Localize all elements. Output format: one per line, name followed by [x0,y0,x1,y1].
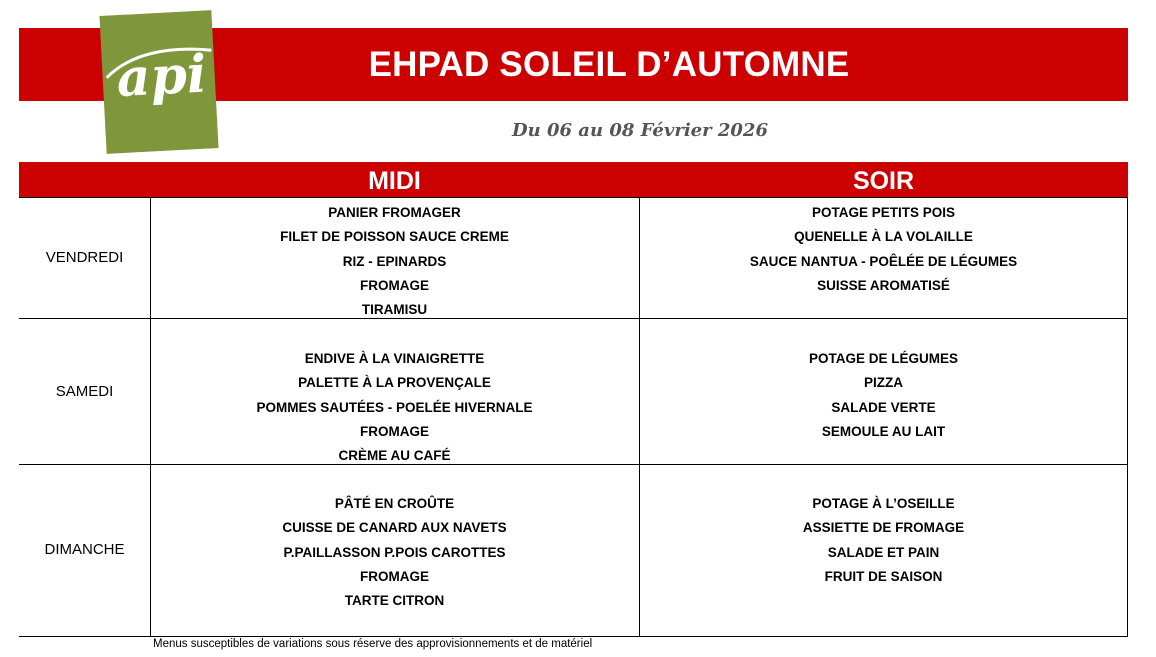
dish-item: FILET DE POISSON SAUCE CREME [280,229,509,245]
soir-cell [639,201,1128,298]
column-header-soir: SOIR [852,167,915,195]
dish-item: SALADE VERTE [831,399,936,415]
column-divider [150,197,151,637]
logo-text: api [115,43,209,110]
midi-cell [150,492,639,613]
column-divider [639,197,640,637]
dish-item: FROMAGE [360,423,429,439]
dish-item: FRUIT DE SAISON [824,568,943,584]
column-header-midi: MIDI [368,167,421,195]
soir-cell [639,492,1128,589]
day-label: DIMANCHE [44,541,125,558]
dish-item: SAUCE NANTUA - POÊLÉE DE LÉGUMES [749,253,1018,269]
midi-cell [150,347,639,468]
dish-item: FROMAGE [360,568,429,584]
dish-item: PIZZA [864,375,903,391]
day-label: VENDREDI [45,249,124,266]
dish-item: P.PAILLASSON P.POIS CAROTTES [283,544,506,560]
table-row [19,464,1128,637]
dish-item: CUISSE DE CANARD AUX NAVETS [282,520,507,536]
soir-cell [639,347,1128,444]
midi-cell [150,201,639,322]
dish-item: QUENELLE À LA VOLAILLE [794,229,973,245]
table-row [19,197,1128,319]
dish-item: CRÈME AU CAFÉ [338,448,451,464]
menu-table [19,197,1128,636]
dish-item: ENDIVE À LA VINAIGRETTE [304,351,485,366]
column-header-bar [19,162,1128,198]
dish-item: SEMOULE AU LAIT [821,423,946,439]
page-title: EHPAD SOLEIL D’AUTOMNE [368,45,850,84]
dish-item: PALETTE À LA PROVENÇALE [298,375,491,391]
dish-item: RIZ - EPINARDS [342,253,447,269]
day-label: SAMEDI [55,383,114,400]
dish-item: PÂTÉ EN CROÛTE [334,496,455,511]
dish-item: ASSIETTE DE FROMAGE [802,520,965,536]
dish-item: POTAGE PETITS POIS [811,205,956,220]
dish-item: POMMES SAUTÉES - POELÉE HIVERNALE [256,399,533,415]
date-range: Du 06 au 08 Février 2026 [512,120,768,141]
dish-item: TARTE CITRON [344,593,445,609]
api-logo [99,10,218,154]
footnote: Menus susceptibles de variations sous réserve des approvisionnements et de matériel [153,638,593,650]
column-divider [1127,197,1128,637]
dish-item: TIRAMISU [361,302,428,318]
dish-item: POTAGE À L’OSEILLE [812,496,955,511]
dish-item: POTAGE DE LÉGUMES [808,351,958,366]
dish-item: SUISSE AROMATISÉ [817,277,950,293]
dish-item: PANIER FROMAGER [328,205,461,220]
dish-item: SALADE ET PAIN [827,544,940,560]
dish-item: FROMAGE [360,277,429,293]
table-row [19,318,1128,465]
